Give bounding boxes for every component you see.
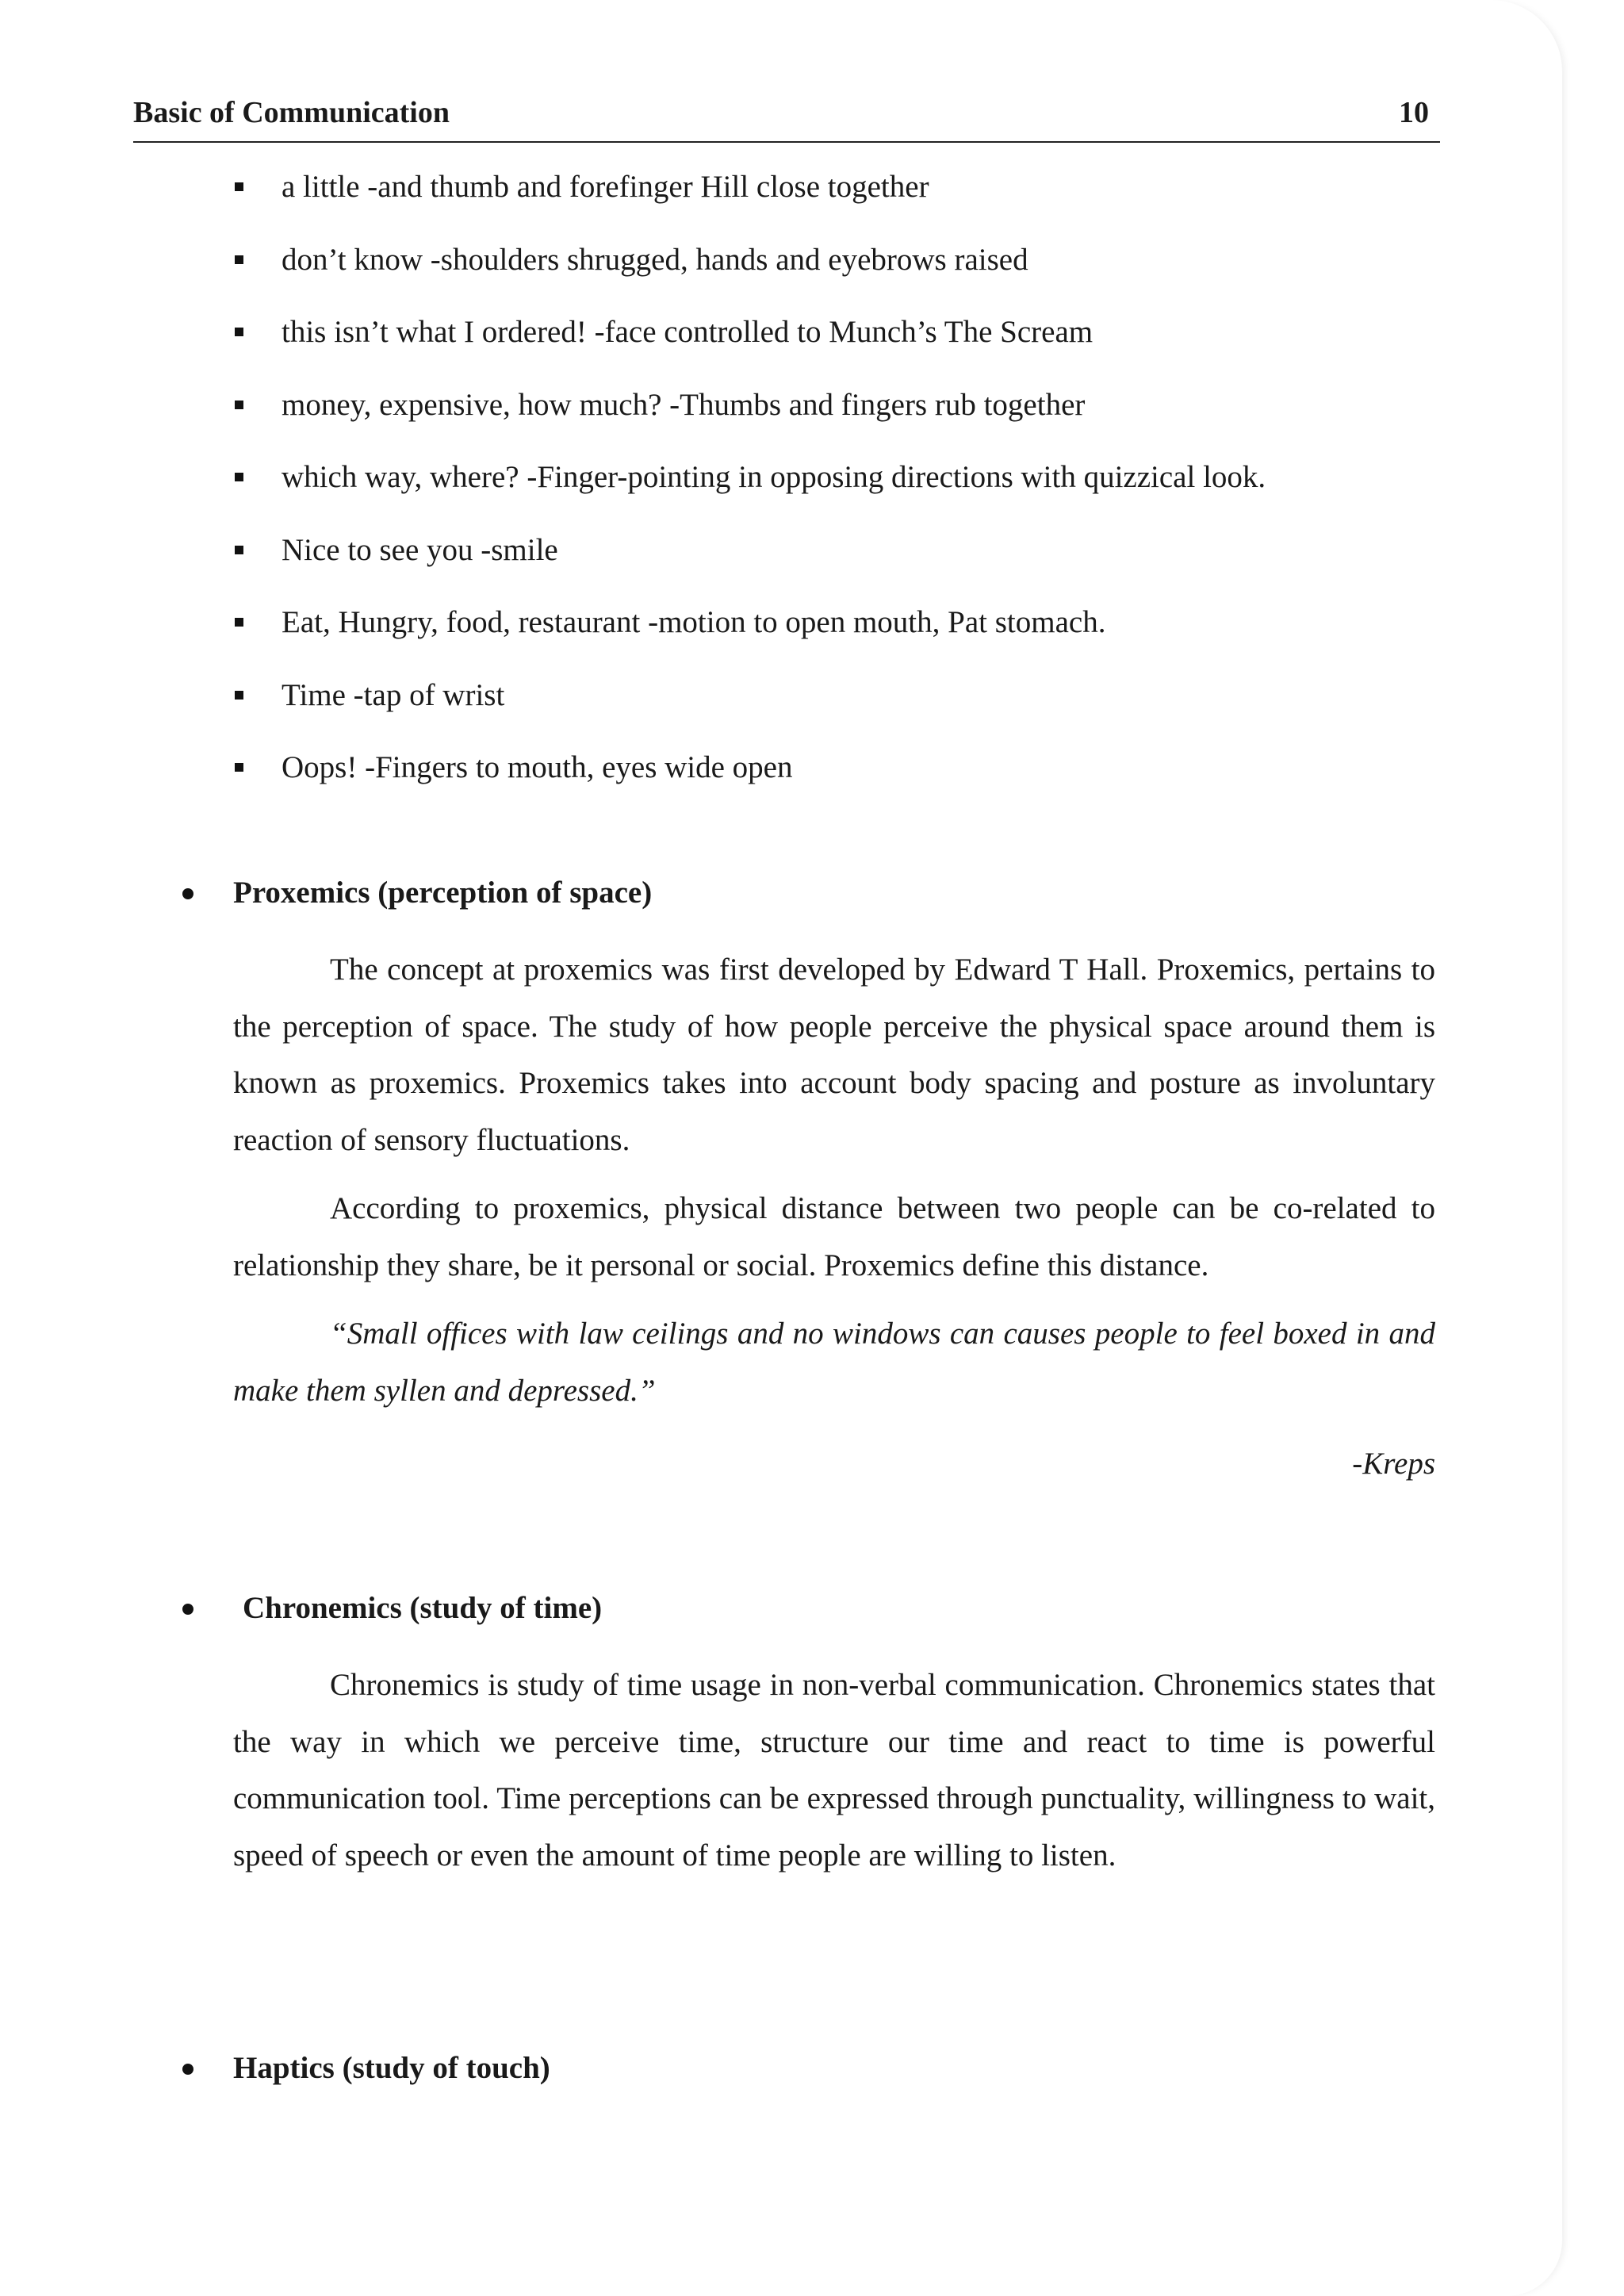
list-item-text: this isn’t what I ordered! -face controlled to Munch’s The Scream — [282, 315, 1094, 349]
gesture-list — [235, 168, 1503, 822]
round-bullet-icon — [182, 2064, 193, 2075]
section-heading: Chronemics (study of time) — [243, 1591, 603, 1625]
square-bullet-icon — [235, 255, 243, 264]
list-item — [235, 458, 1503, 531]
proxemics-paragraph-2: According to proxemics, physical distance between two people can be co-related to relationship they share, be it personal or social. Proxemics define this distance. — [233, 1191, 1435, 1282]
chronemics-paragraph-1: Chronemics is study of time usage in non-verbal communication. Chronemics states that the way in which we perceive time, structure our time and react to time is powerful communication tool. Time perceptions can be expressed through punctuality, willingness to wait, speed of speech or even the amount of time people are willing to listen. — [233, 1668, 1435, 1872]
list-item-text: a little -and thumb and forefinger Hill close together — [282, 170, 929, 204]
square-bullet-icon — [235, 328, 243, 336]
list-item — [235, 241, 1503, 314]
list-item-text: Oops! -Fingers to mouth, eyes wide open — [282, 750, 793, 784]
quote-attribution: -Kreps — [1352, 1447, 1435, 1481]
square-bullet-icon — [235, 401, 243, 409]
page-header — [133, 94, 1440, 143]
list-item-text: Time -tap of wrist — [282, 677, 505, 712]
page-number: 10 — [1399, 96, 1429, 129]
proxemics-paragraph-1: The concept at proxemics was first developed by Edward T Hall. Proxemics, pertains to the perception of space. The study of how people perceive the physical space around them is known as proxemics. Proxemics takes into account body spacing and posture as involuntary reaction of sensory fluctuations. — [233, 953, 1435, 1157]
list-item — [235, 531, 1503, 604]
list-item-text: Eat, Hungry, food, restaurant -motion to open mouth, Pat stomach. — [282, 605, 1106, 639]
square-bullet-icon — [235, 182, 243, 191]
list-item-text: which way, where? -Finger-pointing in opposing directions with quizzical look. — [282, 460, 1266, 494]
square-bullet-icon — [235, 618, 243, 627]
list-item-text: don’t know -shoulders shrugged, hands and eyebrows raised — [282, 242, 1028, 277]
list-item — [235, 749, 1503, 822]
list-item-text: money, expensive, how much? -Thumbs and fingers rub together — [282, 387, 1086, 422]
list-item-text: Nice to see you -smile — [282, 532, 558, 567]
list-item — [235, 386, 1503, 459]
round-bullet-icon — [182, 1604, 193, 1615]
list-item — [235, 604, 1503, 677]
list-item — [235, 313, 1503, 386]
list-item — [235, 677, 1503, 749]
round-bullet-icon — [182, 888, 193, 899]
section-heading: Haptics (study of touch) — [233, 2051, 550, 2085]
square-bullet-icon — [235, 473, 243, 481]
square-bullet-icon — [235, 691, 243, 700]
section-heading: Proxemics (perception of space) — [233, 876, 653, 910]
proxemics-quote: “Small offices with law ceilings and no windows can causes people to feel boxed in and make them syllen and depressed.” — [233, 1317, 1435, 1408]
attribution-row — [233, 1442, 1435, 1486]
square-bullet-icon — [235, 763, 243, 772]
list-item — [235, 168, 1503, 241]
square-bullet-icon — [235, 546, 243, 554]
header-title: Basic of Communication — [133, 96, 450, 129]
